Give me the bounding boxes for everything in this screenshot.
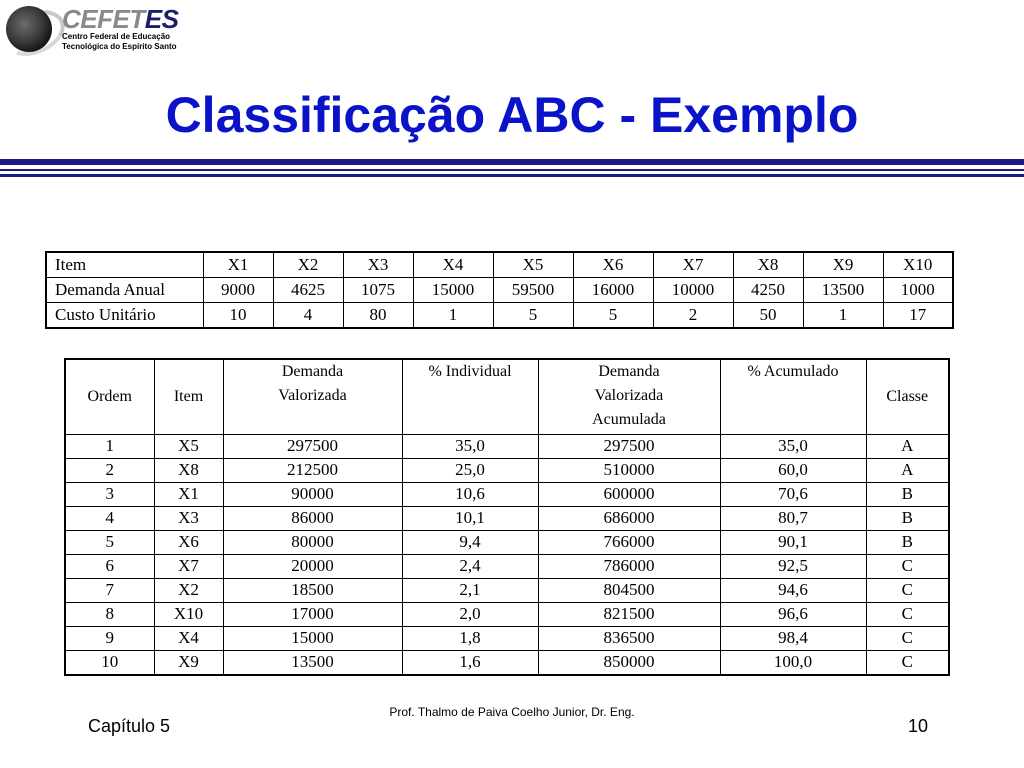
logo-word-part2: ES bbox=[144, 4, 179, 34]
table-cell: 16000 bbox=[573, 278, 653, 303]
table-cell: 510000 bbox=[538, 458, 720, 482]
header-pct-individual: % Individual bbox=[402, 359, 538, 434]
table-row bbox=[65, 530, 949, 554]
table-cell: 17 bbox=[883, 303, 953, 329]
table-row bbox=[65, 458, 949, 482]
table-cell: 86000 bbox=[223, 506, 402, 530]
table-cell: 1000 bbox=[883, 278, 953, 303]
table-cell: X9 bbox=[154, 650, 223, 675]
table-cell: 4 bbox=[273, 303, 343, 329]
table-row bbox=[46, 303, 953, 329]
table-cell: 212500 bbox=[223, 458, 402, 482]
table-header-row bbox=[65, 359, 949, 434]
table-cell: 35,0 bbox=[720, 434, 866, 458]
table-cell: 2,0 bbox=[402, 602, 538, 626]
abc-classification-table-body bbox=[65, 434, 949, 675]
table-cell: A bbox=[866, 434, 949, 458]
table-cell: X5 bbox=[154, 434, 223, 458]
table-cell: 5 bbox=[573, 303, 653, 329]
table-cell: 1 bbox=[65, 434, 154, 458]
cefetes-logo bbox=[4, 4, 204, 52]
table-cell: 90,1 bbox=[720, 530, 866, 554]
table-cell: 2 bbox=[653, 303, 733, 329]
table-cell: 804500 bbox=[538, 578, 720, 602]
logo-wordmark bbox=[62, 4, 178, 35]
table-cell: 1075 bbox=[343, 278, 413, 303]
header-text: Valorizada bbox=[278, 387, 347, 404]
logo-subtitle-line1: Centro Federal de Educação bbox=[62, 32, 171, 41]
table-row bbox=[46, 278, 953, 303]
table-cell: 10,6 bbox=[402, 482, 538, 506]
table-cell: 4 bbox=[65, 506, 154, 530]
table-cell: 13500 bbox=[223, 650, 402, 675]
table-cell: C bbox=[866, 554, 949, 578]
table-cell: X8 bbox=[154, 458, 223, 482]
slide-title: Classificação ABC - Exemplo bbox=[165, 87, 859, 143]
table-cell: 2,1 bbox=[402, 578, 538, 602]
table-cell: 35,0 bbox=[402, 434, 538, 458]
table-row bbox=[65, 650, 949, 675]
title-rule bbox=[0, 159, 1024, 165]
table-cell: X10 bbox=[883, 252, 953, 278]
header-classe: Classe bbox=[866, 359, 949, 434]
title-rule bbox=[0, 169, 1024, 171]
table-cell: 836500 bbox=[538, 626, 720, 650]
table-cell: 10,1 bbox=[402, 506, 538, 530]
table-cell: X2 bbox=[154, 578, 223, 602]
table-cell: 766000 bbox=[538, 530, 720, 554]
header-item: Item bbox=[154, 359, 223, 434]
table-cell: 821500 bbox=[538, 602, 720, 626]
table-cell: X5 bbox=[493, 252, 573, 278]
table-cell: 20000 bbox=[223, 554, 402, 578]
table-row bbox=[65, 482, 949, 506]
header-text: Demanda bbox=[281, 363, 344, 380]
table-cell: Demanda Anual bbox=[46, 278, 203, 303]
table-cell: 80,7 bbox=[720, 506, 866, 530]
header-text: Demanda bbox=[598, 363, 660, 380]
table-cell: 15000 bbox=[413, 278, 493, 303]
table-cell: 2 bbox=[65, 458, 154, 482]
table-row bbox=[46, 252, 953, 278]
table-cell: 13500 bbox=[803, 278, 883, 303]
table-cell: X6 bbox=[573, 252, 653, 278]
table-cell: 90000 bbox=[223, 482, 402, 506]
table-cell: Custo Unitário bbox=[46, 303, 203, 329]
table-cell: B bbox=[866, 482, 949, 506]
table-row bbox=[65, 554, 949, 578]
table-row bbox=[65, 578, 949, 602]
table-cell: 18500 bbox=[223, 578, 402, 602]
table-row bbox=[65, 626, 949, 650]
table-row bbox=[65, 602, 949, 626]
table-cell: X4 bbox=[154, 626, 223, 650]
input-data-table bbox=[45, 251, 954, 329]
header-pct-acumulado: % Acumulado bbox=[720, 359, 866, 434]
table-row bbox=[65, 506, 949, 530]
logo-subtitle-line2: Tecnológica do Espírito Santo bbox=[62, 42, 177, 51]
table-cell: 25,0 bbox=[402, 458, 538, 482]
table-cell: 6 bbox=[65, 554, 154, 578]
header-ordem: Ordem bbox=[65, 359, 154, 434]
table-cell: 5 bbox=[493, 303, 573, 329]
table-cell: 1 bbox=[413, 303, 493, 329]
title-rule bbox=[0, 174, 1024, 177]
table-cell: 1,8 bbox=[402, 626, 538, 650]
table-cell: X1 bbox=[154, 482, 223, 506]
table-cell: X8 bbox=[733, 252, 803, 278]
table-cell: C bbox=[866, 578, 949, 602]
table-cell: C bbox=[866, 626, 949, 650]
table-cell: B bbox=[866, 506, 949, 530]
table-row bbox=[65, 434, 949, 458]
footer-page-number: 10 bbox=[908, 716, 929, 736]
table-cell: 10000 bbox=[653, 278, 733, 303]
table-cell: X6 bbox=[154, 530, 223, 554]
table-cell: 60,0 bbox=[720, 458, 866, 482]
table-cell: X3 bbox=[154, 506, 223, 530]
table-cell: 3 bbox=[65, 482, 154, 506]
header-text: Acumulada bbox=[592, 411, 666, 428]
table-cell: 850000 bbox=[538, 650, 720, 675]
table-cell: B bbox=[866, 530, 949, 554]
logo-subtitle bbox=[62, 32, 177, 52]
table-cell: 80000 bbox=[223, 530, 402, 554]
header-demanda-valorizada bbox=[223, 359, 402, 434]
table-cell: X4 bbox=[413, 252, 493, 278]
table-cell: 94,6 bbox=[720, 578, 866, 602]
table-cell: X7 bbox=[653, 252, 733, 278]
table-cell: 92,5 bbox=[720, 554, 866, 578]
table-cell: 1 bbox=[803, 303, 883, 329]
logo-word-part1: CEFET bbox=[62, 4, 145, 34]
table-cell: 297500 bbox=[223, 434, 402, 458]
table-cell: 7 bbox=[65, 578, 154, 602]
table-cell: A bbox=[866, 458, 949, 482]
table-cell: X9 bbox=[803, 252, 883, 278]
logo-sphere-icon bbox=[6, 6, 52, 52]
footer-chapter: Capítulo 5 bbox=[88, 716, 171, 736]
table-cell: 10 bbox=[203, 303, 273, 329]
table-cell: 2,4 bbox=[402, 554, 538, 578]
table-cell: 600000 bbox=[538, 482, 720, 506]
table-cell: 98,4 bbox=[720, 626, 866, 650]
table-cell: 9000 bbox=[203, 278, 273, 303]
table-cell: 15000 bbox=[223, 626, 402, 650]
table-cell: 10 bbox=[65, 650, 154, 675]
table-cell: 686000 bbox=[538, 506, 720, 530]
table-cell: 9 bbox=[65, 626, 154, 650]
input-data-table-body bbox=[46, 252, 953, 328]
table-cell: 4250 bbox=[733, 278, 803, 303]
table-cell: 9,4 bbox=[402, 530, 538, 554]
abc-classification-table bbox=[64, 358, 950, 676]
table-cell: 1,6 bbox=[402, 650, 538, 675]
table-cell: 50 bbox=[733, 303, 803, 329]
table-cell: 786000 bbox=[538, 554, 720, 578]
table-cell: X2 bbox=[273, 252, 343, 278]
table-cell: X7 bbox=[154, 554, 223, 578]
table-cell: 5 bbox=[65, 530, 154, 554]
table-cell: 59500 bbox=[493, 278, 573, 303]
table-cell: C bbox=[866, 602, 949, 626]
table-cell: X10 bbox=[154, 602, 223, 626]
table-cell: 8 bbox=[65, 602, 154, 626]
table-cell: X1 bbox=[203, 252, 273, 278]
table-cell: 17000 bbox=[223, 602, 402, 626]
table-cell: C bbox=[866, 650, 949, 675]
header-text: Valorizada bbox=[594, 387, 664, 404]
table-cell: 100,0 bbox=[720, 650, 866, 675]
table-cell: 297500 bbox=[538, 434, 720, 458]
table-cell: 80 bbox=[343, 303, 413, 329]
table-cell: Item bbox=[46, 252, 203, 278]
table-cell: X3 bbox=[343, 252, 413, 278]
table-cell: 96,6 bbox=[720, 602, 866, 626]
footer-author: Prof. Thalmo de Paiva Coelho Junior, Dr. Eng. bbox=[389, 705, 635, 719]
header-demanda-valorizada-acumulada bbox=[538, 359, 720, 434]
table-cell: 4625 bbox=[273, 278, 343, 303]
table-cell: 70,6 bbox=[720, 482, 866, 506]
